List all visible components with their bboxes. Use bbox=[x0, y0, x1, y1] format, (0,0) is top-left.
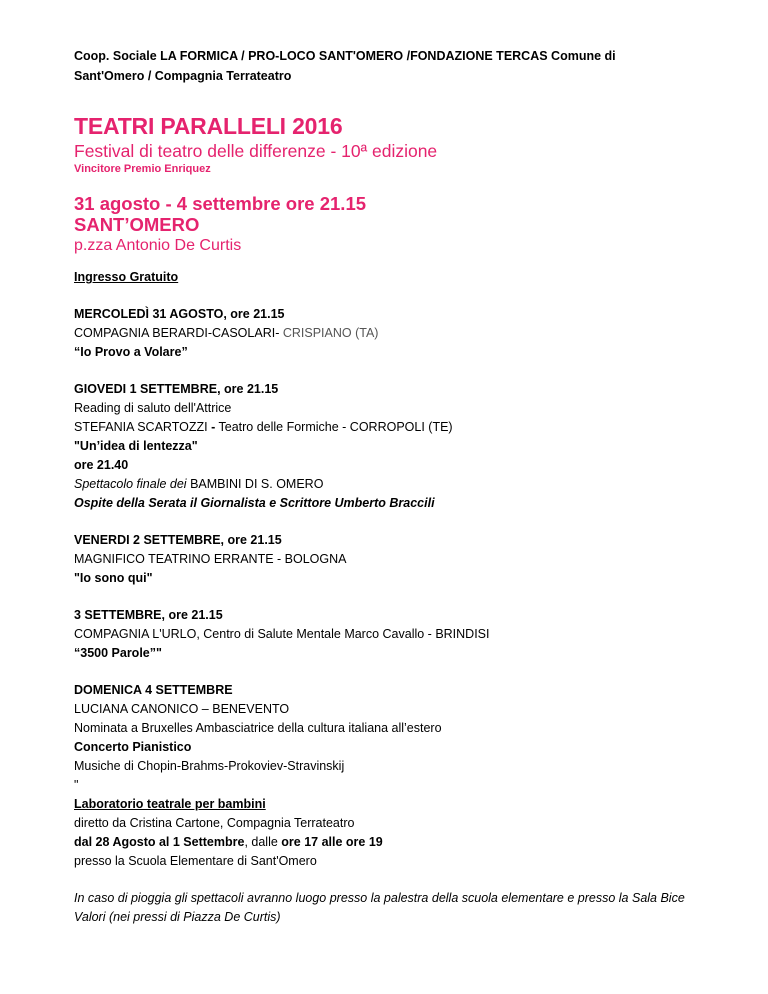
organizers-line-2: Sant'Omero / Compagnia Terrateatro bbox=[74, 69, 292, 83]
workshop-dates bbox=[74, 833, 724, 852]
event-show-title: “Io Provo a Volare” bbox=[74, 345, 188, 359]
event-date: GIOVEDI 1 SETTEMBRE, ore 21.15 bbox=[74, 382, 279, 396]
event-show-title: "Un’idea di lentezza" bbox=[74, 439, 198, 453]
event-guest: Ospite della Serata il Giornalista e Scrittore Umberto Braccili bbox=[74, 496, 435, 510]
event-saturday bbox=[74, 606, 724, 663]
event-show-title: “3500 Parole”" bbox=[74, 646, 162, 660]
festival-subtitle: Festival di teatro delle differenze - 10ª edizione bbox=[74, 141, 438, 161]
event-thursday bbox=[74, 380, 724, 513]
event-company bbox=[74, 324, 724, 343]
workshop-date-range: dal 28 Agosto al 1 Settembre bbox=[74, 835, 245, 849]
event-program: Musiche di Chopin-Brahms-Prokoviev-Stravinskij bbox=[74, 759, 345, 773]
event-wednesday bbox=[74, 305, 724, 362]
finale-subject: BAMBINI DI S. OMERO bbox=[190, 477, 324, 491]
event-second-time: ore 21.40 bbox=[74, 458, 129, 472]
event-date: VENERDI 2 SETTEMBRE, ore 21.15 bbox=[74, 533, 282, 547]
finale-prefix: Spettacolo finale dei bbox=[74, 477, 191, 491]
company-place: CRISPIANO (TA) bbox=[282, 326, 379, 340]
event-company: COMPAGNIA L'URLO, Centro di Salute Mentale Marco Cavallo - BRINDISI bbox=[74, 627, 490, 641]
workshop-date-mid: , dalle bbox=[244, 835, 282, 849]
event-friday bbox=[74, 531, 724, 588]
festival-town: SANT’OMERO bbox=[74, 214, 200, 235]
flyer-page bbox=[74, 46, 724, 927]
award-line: Vincitore Premio Enriquez bbox=[74, 163, 211, 175]
rain-note: In caso di pioggia gli spettacoli avranno luogo presso la palestra della scuola elementare e presso la Sala Bice Valori (nei pressi di Piazza De Curtis) bbox=[74, 891, 685, 924]
event-date: 3 SETTEMBRE, ore 21.15 bbox=[74, 608, 223, 622]
event-intro: Reading di saluto dell'Attrice bbox=[74, 401, 232, 415]
festival-dates: 31 agosto - 4 settembre ore 21.15 bbox=[74, 193, 367, 214]
event-performer: LUCIANA CANONICO – BENEVENTO bbox=[74, 702, 290, 716]
workshop-venue: presso la Scuola Elementare di Sant'Omero bbox=[74, 854, 317, 868]
entry-free: Ingresso Gratuito bbox=[74, 270, 179, 284]
event-date: MERCOLEDÌ 31 AGOSTO, ore 21.15 bbox=[74, 307, 285, 321]
event-date: DOMENICA 4 SETTEMBRE bbox=[74, 683, 233, 697]
workshop-director: diretto da Cristina Cartone, Compagnia Terrateatro bbox=[74, 816, 355, 830]
organizers-line-1: Coop. Sociale LA FORMICA / PRO-LOCO SANT'OMERO /FONDAZIONE TERCAS Comune di bbox=[74, 49, 616, 63]
performer-company: Teatro delle Formiche - CORROPOLI (TE) bbox=[215, 420, 453, 434]
event-sunday bbox=[74, 681, 724, 795]
workshop-block bbox=[74, 795, 724, 871]
company-name: COMPAGNIA BERARDI-CASOLARI- bbox=[74, 326, 283, 340]
festival-square: p.zza Antonio De Curtis bbox=[74, 237, 242, 254]
performer-dash: - bbox=[211, 420, 216, 434]
event-performer bbox=[74, 418, 724, 437]
workshop-title: Laboratorio teatrale per bambini bbox=[74, 797, 266, 811]
event-company: MAGNIFICO TEATRINO ERRANTE - BOLOGNA bbox=[74, 552, 347, 566]
festival-title: TEATRI PARALLELI 2016 bbox=[74, 113, 343, 139]
event-concert: Concerto Pianistico bbox=[74, 740, 192, 754]
stray-quote: " bbox=[74, 778, 79, 792]
event-performer-title: Nominata a Bruxelles Ambasciatrice della cultura italiana all’estero bbox=[74, 721, 442, 735]
workshop-hours: ore 17 alle ore 19 bbox=[281, 835, 383, 849]
event-show-title: "Io sono qui" bbox=[74, 571, 153, 585]
event-finale bbox=[74, 475, 724, 494]
performer-name: STEFANIA SCARTOZZI bbox=[74, 420, 212, 434]
